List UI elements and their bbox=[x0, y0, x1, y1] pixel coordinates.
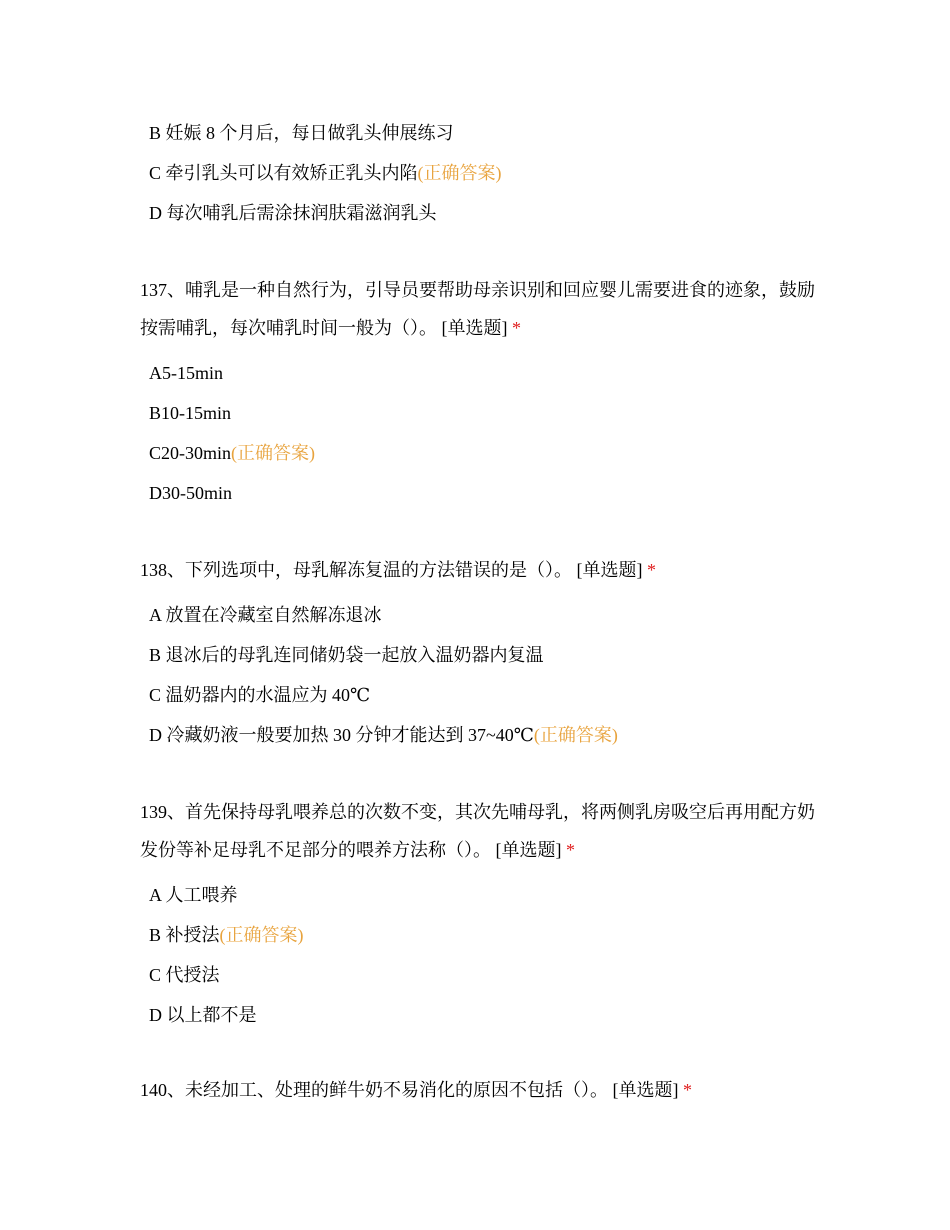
question-type: [单选题] bbox=[441, 318, 508, 338]
question-type: [单选题] bbox=[495, 840, 562, 860]
option-c: C 牵引乳头可以有效矫正乳头内陷(正确答案) bbox=[149, 163, 502, 183]
required-mark: * bbox=[647, 560, 656, 580]
option-d: D 以上都不是 bbox=[149, 1005, 257, 1025]
question-text: 139、首先保持母乳喂养总的次数不变，其次先哺母乳，将两侧乳房吸空后再用配方奶发份等补足母乳不足部分的喂养方法称（）。 bbox=[140, 802, 815, 860]
option-b: B 补授法(正确答案) bbox=[149, 925, 304, 945]
required-mark: * bbox=[566, 840, 575, 860]
correct-answer-mark: (正确答案) bbox=[231, 443, 316, 463]
question-type: [单选题] bbox=[612, 1080, 679, 1100]
correct-answer-mark: (正确答案) bbox=[219, 925, 304, 945]
option-c: C20-30min(正确答案) bbox=[149, 443, 316, 463]
question-140 bbox=[140, 1071, 820, 1109]
option-b: B10-15min bbox=[149, 403, 232, 423]
required-mark: * bbox=[683, 1080, 692, 1100]
option-a: A 人工喂养 bbox=[149, 885, 238, 905]
correct-answer-mark: (正确答案) bbox=[417, 163, 502, 183]
correct-answer-mark: (正确答案) bbox=[533, 725, 618, 745]
option-a: A 放置在冷藏室自然解冻退冰 bbox=[149, 605, 382, 625]
required-mark: * bbox=[512, 318, 521, 338]
option-b: B 妊娠 8 个月后，每日做乳头伸展练习 bbox=[149, 123, 454, 143]
question-text: 137、哺乳是一种自然行为，引导员要帮助母亲识别和回应婴儿需要进食的迹象，鼓励按需哺乳，每次哺乳时间一般为（）。 bbox=[140, 280, 815, 338]
question-138 bbox=[140, 551, 820, 589]
option-d: D30-50min bbox=[149, 483, 232, 503]
option-d: D 每次哺乳后需涂抹润肤霜滋润乳头 bbox=[149, 203, 437, 223]
question-139 bbox=[140, 793, 820, 869]
question-type: [单选题] bbox=[576, 560, 643, 580]
option-c: C 温奶器内的水温应为 40℃ bbox=[149, 685, 371, 705]
option-c: C 代授法 bbox=[149, 965, 220, 985]
option-d: D 冷藏奶液一般要加热 30 分钟才能达到 37~40℃(正确答案) bbox=[149, 725, 618, 745]
question-137 bbox=[140, 271, 820, 347]
option-a: A5-15min bbox=[149, 363, 223, 383]
option-b: B 退冰后的母乳连同储奶袋一起放入温奶器内复温 bbox=[149, 645, 544, 665]
question-text: 138、下列选项中，母乳解冻复温的方法错误的是（）。 bbox=[140, 560, 572, 580]
question-text: 140、未经加工、处理的鲜牛奶不易消化的原因不包括（）。 bbox=[140, 1080, 608, 1100]
